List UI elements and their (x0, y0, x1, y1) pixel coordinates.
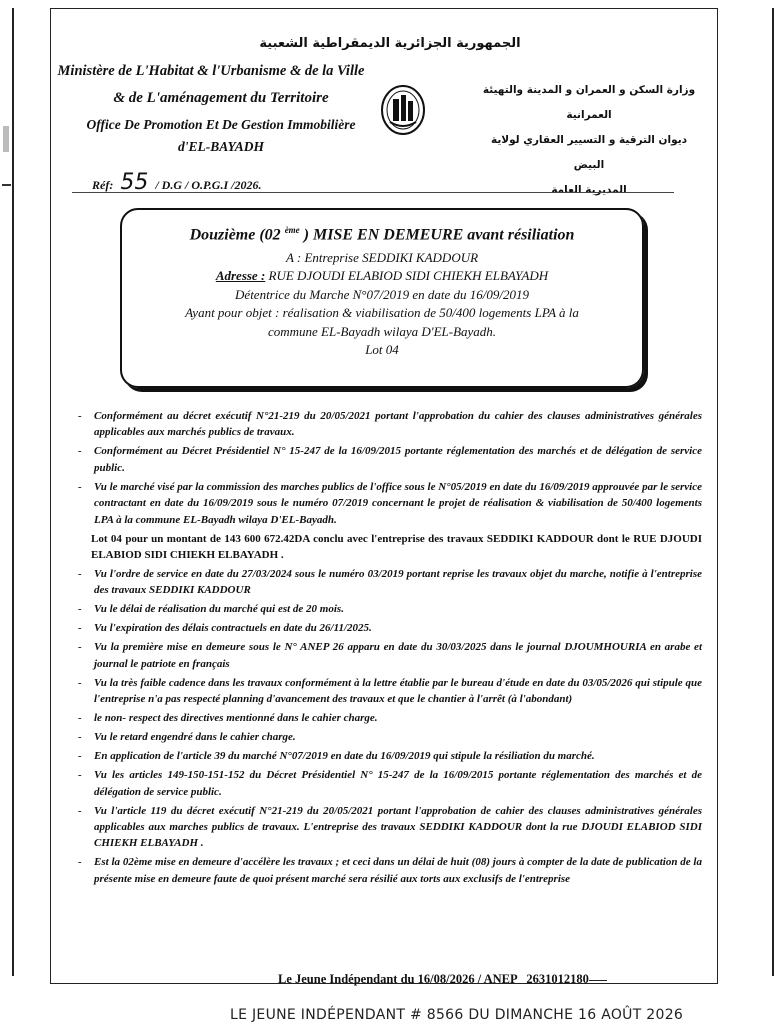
bullet: - (78, 641, 82, 654)
office-emblem-icon (380, 84, 426, 136)
reference-number: 55 (120, 170, 149, 195)
bullet: - (78, 750, 82, 763)
body-item (78, 443, 702, 476)
ministry-block-ar (474, 78, 704, 203)
bullet: - (78, 712, 82, 725)
body-item-text: Vu l'expiration des délais contractuels en date du 26/11/2025. (94, 622, 372, 635)
bullet: - (78, 568, 82, 581)
body-item-text: Vu l'ordre de service en date du 27/03/2024 sous le numéro 03/2019 portant reprise les travaux objet du marche, notifie à l'entreprise des travaux SEDDIKI KADDOUR (94, 568, 702, 597)
anep-number: 2631012180 (526, 972, 589, 986)
body-item-text: En application de l'article 39 du marché N°07/2019 en date du 16/09/2019 qui stipule la résiliation du marché. (94, 750, 595, 763)
body-item-text: Vu le délai de réalisation du marché qui est de 20 mois. (94, 603, 344, 616)
ministry-block-fr (57, 60, 376, 158)
body-item (78, 601, 702, 617)
body-item (78, 767, 702, 800)
address-value: RUE DJOUDI ELABIOD SIDI CHIEKH ELBAYADH (265, 268, 549, 284)
body-item (78, 566, 702, 599)
notice-body (78, 408, 702, 890)
body-item (78, 729, 702, 745)
body-item-text: Vu le retard engendré dans le cahier charge. (94, 731, 296, 744)
body-item (78, 675, 702, 708)
body-item (78, 803, 702, 852)
ministry-line-1: Ministère de L'Habitat & l'Urbanisme & de la Ville (57, 63, 365, 79)
body-item-text: Conformément au décret exécutif N°21-219 du 20/05/2021 portant l'approbation du cahier des clauses administratives générales applicables aux marchés publics de travaux. (94, 410, 702, 439)
body-item (78, 639, 702, 672)
body-item-text: Vu les articles 149-150-151-152 du Décret Présidentiel N° 15-247 de la 16/09/2015 portante réglementation des marchés et de délégation de service public. (94, 769, 702, 798)
bullet: - (78, 804, 82, 817)
notice-object-1: Ayant pour objet : réalisation & viabilisation de 50/400 logements LPA à la (185, 305, 579, 321)
office-line-ar: ديوان الترقية و التسيير العقاري لولاية البيض (490, 134, 688, 171)
reference-divider (72, 192, 674, 193)
body-item-text: Vu la très faible cadence dans les travaux conformément à la lettre établie par le bureau d'étude en date du 03/05/2026 qui stipule que l'entreprise n'a pas respecté planning d'avancement des travaux et que le chantier à l'arrêt (à l'abondant) (94, 676, 702, 706)
body-item (78, 854, 702, 887)
republic-title-ar: الجمهورية الجزائرية الديمقراطية الشعبية (259, 36, 521, 51)
directorate-line-ar: المديرية العامة (551, 184, 627, 196)
notice-object-2: commune EL-Bayadh wilaya D'EL-Bayadh. (267, 323, 497, 339)
body-item-text: Vu l'article 119 du décret exécutif N°21-219 du 20/05/2021 portant l'approbation de cahier des clauses administratives générales applicables aux marches publics de travaux. L'entreprise des travaux SEDDIKI KADDOUR dont la rue DJOUDI ELABIOD SIDI CHIEKH ELBAYADH . (94, 804, 702, 850)
left-page-rule (2, 184, 11, 186)
notice-title (122, 220, 642, 245)
body-item-text: Vu la première mise en demeure sous le N° ANEP 26 apparu en date du 30/03/2025 dans le journal DJOUMHOURIA en arabe et journal le patriote en français (94, 641, 702, 670)
footer-rule (589, 980, 607, 981)
ministry-line-2: & de L'aménagement du Territoire (113, 90, 329, 106)
bullet: - (78, 676, 82, 689)
notice-summary-box (120, 208, 644, 388)
body-item-text: Est la 02ème mise en demeure d'accélère les travaux ; et ceci dans un délai de huit (08) jours à compter de la date de publication de la présente mise en demeure faute de quoi présent marché sera résilié aux torts aux exclusifs de l'entreprise (94, 856, 702, 885)
notice-title-end: ) MISE EN DEMEURE avant résiliation (303, 226, 575, 244)
newspaper-page-caption: LE JEUNE INDÉPENDANT # 8566 DU DIMANCHE 16 AOÛT 2026 (230, 1007, 684, 1023)
ministry-line-ar-1: وزارة السكن و العمران و المدينة والتهيئة العمرانية (482, 84, 696, 121)
notice-lot: Lot 04 (365, 342, 399, 358)
notice-recipient: A : Entreprise SEDDIKI KADDOUR (285, 249, 479, 265)
body-item-text: Vu le marché visé par la commission des marches publics de l'office sous le N°05/2019 en date du 16/09/2019 approuvée par le service contractant en date du 16/09/2019 sous le numéro 07/2019 concernant le projet de réalisation & viabilisation de 50/400 logements LPA à la commune EL-Bayadh wilaya D'EL-Bayadh. (94, 480, 702, 526)
body-item-text: le non- respect des directives mentionné dans le cahier charge. (94, 712, 378, 725)
publication-footer (278, 972, 607, 987)
notice-title-ordinal: ème (284, 225, 300, 235)
body-item (78, 620, 702, 636)
body-item (78, 479, 702, 528)
reference-code: / D.G / O.P.G.I /2026. (155, 178, 262, 192)
body-item-text: Lot 04 pour un montant de 143 600 672.42DA conclu avec l'entreprise des travaux SEDDIKI KADDOUR dont le RUE DJOUDI ELABIOD SIDI CHIEKH ELBAYADH . (91, 532, 702, 562)
bullet: - (78, 622, 82, 635)
body-item (78, 408, 702, 441)
bullet: - (78, 480, 82, 493)
bullet: - (78, 769, 82, 782)
reference-label: Réf: (92, 178, 114, 192)
bullet: - (78, 445, 82, 458)
bullet: - (78, 731, 82, 744)
bullet: - (78, 856, 82, 869)
office-line-1: Office De Promotion Et De Gestion Immobilière (86, 117, 356, 132)
publication-source: Le Jeune Indépendant du 16/08/2026 / ANEP (278, 972, 517, 986)
notice-title-start: Douzième (02 (189, 226, 281, 244)
body-item (78, 748, 702, 764)
notice-contract-holder: Détentrice du Marche N°07/2019 en date du 16/09/2019 (235, 286, 529, 302)
body-item (78, 710, 702, 726)
office-line-2: d'EL-BAYADH (177, 139, 264, 154)
body-item (78, 531, 702, 564)
address-label: Adresse : (215, 268, 266, 284)
bullet: - (78, 410, 82, 422)
bullet: - (78, 603, 82, 616)
body-item-text: Conformément au Décret Présidentiel N° 15-247 de la 16/09/2015 portante réglementation des marchés et de délégation de service public. (94, 445, 702, 474)
notice-address (122, 267, 642, 286)
